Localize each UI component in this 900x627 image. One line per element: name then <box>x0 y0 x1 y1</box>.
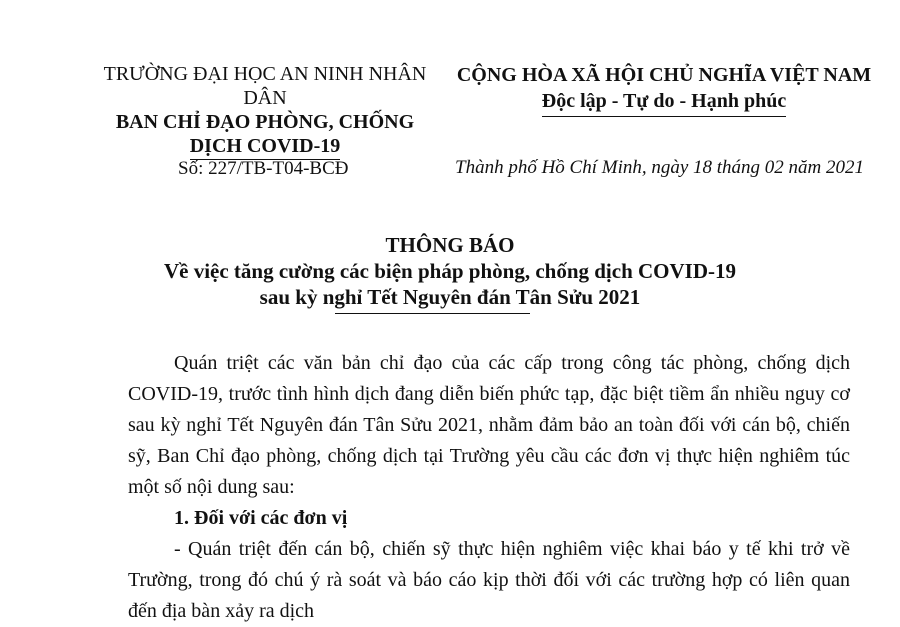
document-body <box>128 348 850 627</box>
section-1-item-1: - Quán triệt đến cán bộ, chiến sỹ thực hiện nghiêm việc khai báo y tế khi trở về Trường, trong đó chú ý rà soát và báo cáo kịp thời đối với các trường hợp có liên quan đến địa bàn xảy ra dịch <box>128 538 850 622</box>
document-number: Số: 227/TB-T04-BCĐ <box>178 158 349 179</box>
agency-parent-name: TRƯỜNG ĐẠI HỌC AN NINH NHÂN DÂN <box>103 63 427 109</box>
national-header <box>448 62 880 117</box>
title-type: THÔNG BÁO <box>385 233 515 257</box>
agency-name-line2 <box>80 134 450 160</box>
title-subject-line2-wrap <box>260 284 641 310</box>
title-underline <box>335 313 530 314</box>
title-subject-line2: sau kỳ nghỉ Tết Nguyên đán Tân Sửu 2021 <box>259 285 641 309</box>
national-motto-row <box>448 88 880 117</box>
issuing-agency-header <box>80 62 450 160</box>
agency-name-underlined: DỊCH COVID-19 <box>190 134 341 160</box>
title-subject-line2-row <box>0 284 900 310</box>
agency-name-line1: BAN CHỈ ĐẠO PHÒNG, CHỐNG <box>115 111 415 133</box>
national-title: CỘNG HÒA XÃ HỘI CHỦ NGHĨA VIỆT NAM <box>456 64 872 86</box>
national-motto: Độc lập - Tự do - Hạnh phúc <box>542 88 786 117</box>
title-subject-line1: Về việc tăng cường các biện pháp phòng, chống dịch COVID-19 <box>163 259 737 283</box>
intro-paragraph: Quán triệt các văn bản chỉ đạo của các cấp trong công tác phòng, chống dịch COVID-19, trước tình hình dịch đang diễn biến phức tạp, đặc biệt tiềm ẩn nhiều nguy cơ sau kỳ nghỉ Tết Nguyên đán Tân Sửu 2021, nhằm đảm bảo an toàn đối với cán bộ, chiến sỹ, Ban Chỉ đạo phòng, chống dịch tại Trường yêu cầu các đơn vị thực hiện nghiêm túc một số nội dung sau: <box>128 352 850 498</box>
section-1-heading: 1. Đối với các đơn vị <box>174 507 348 529</box>
document-title <box>0 232 900 310</box>
place-and-date: Thành phố Hồ Chí Minh, ngày 18 tháng 02 năm 2021 <box>455 157 865 178</box>
